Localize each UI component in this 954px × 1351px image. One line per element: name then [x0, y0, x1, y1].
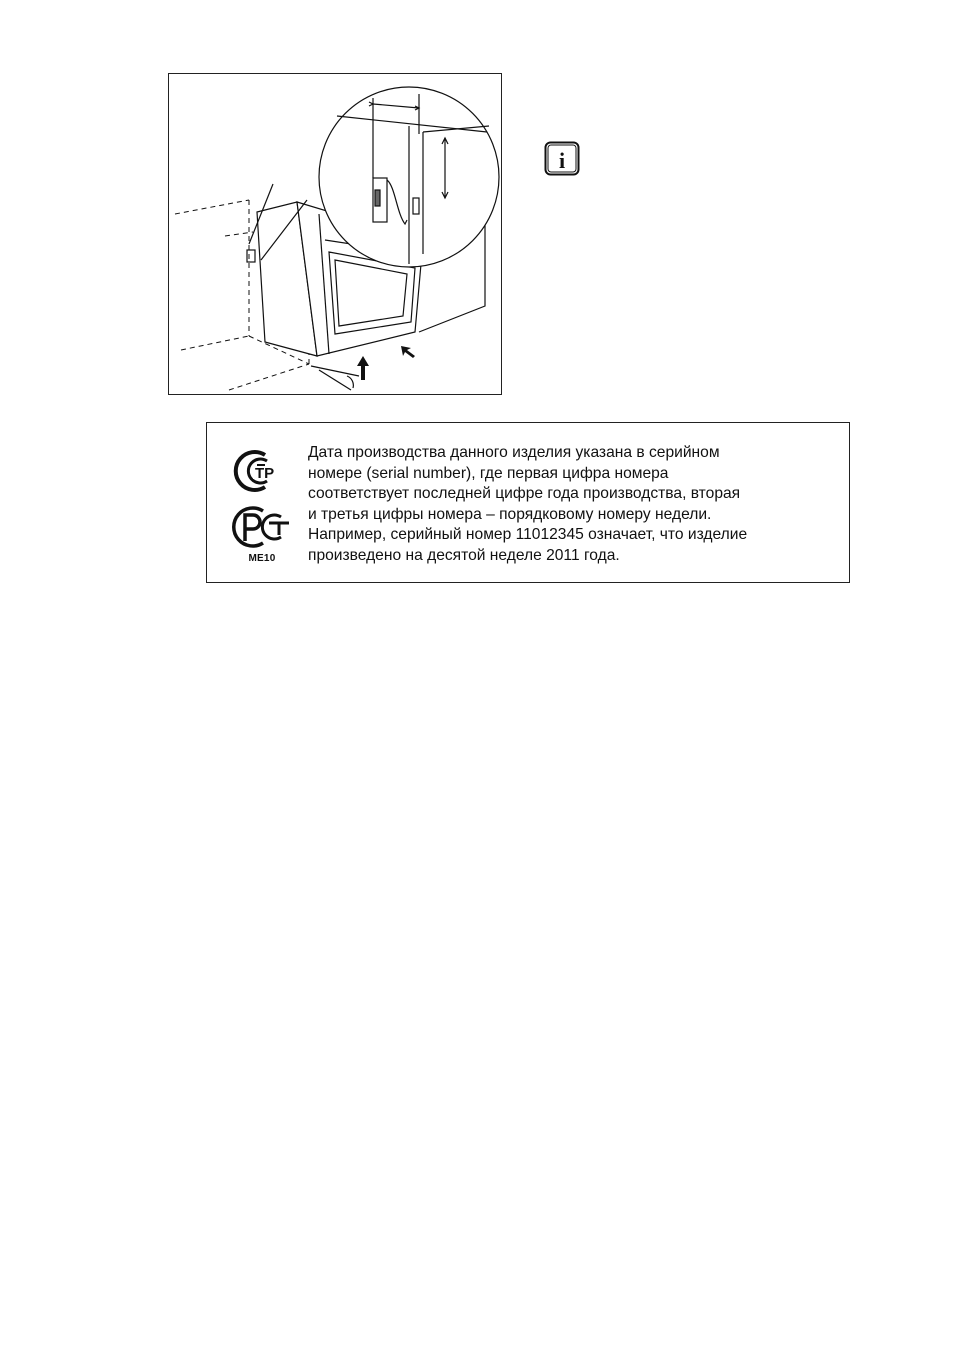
- serial-number-explanation: Дата производства данного изделия указана в серийном номере (serial number), где первая цифра номера соответствует последней цифре года производства, вторая и третья цифры номера – порядковому номеру недели. Например, серийный номер 11012345 означает, что изделие произведено на десятой неделе 2011 года.: [308, 444, 748, 564]
- oven-installation-diagram: [169, 74, 501, 394]
- installation-figure: [168, 73, 502, 395]
- pct-certification-mark: [231, 503, 291, 549]
- information-icon: [544, 141, 580, 176]
- svg-text:i: i: [558, 148, 566, 173]
- certification-logos: [227, 443, 297, 568]
- serial-number-notice: [206, 422, 850, 583]
- eac-ctp-certification-mark: [231, 447, 291, 493]
- svg-text:ТР: ТР: [255, 465, 275, 482]
- certification-code: ME10: [248, 553, 276, 564]
